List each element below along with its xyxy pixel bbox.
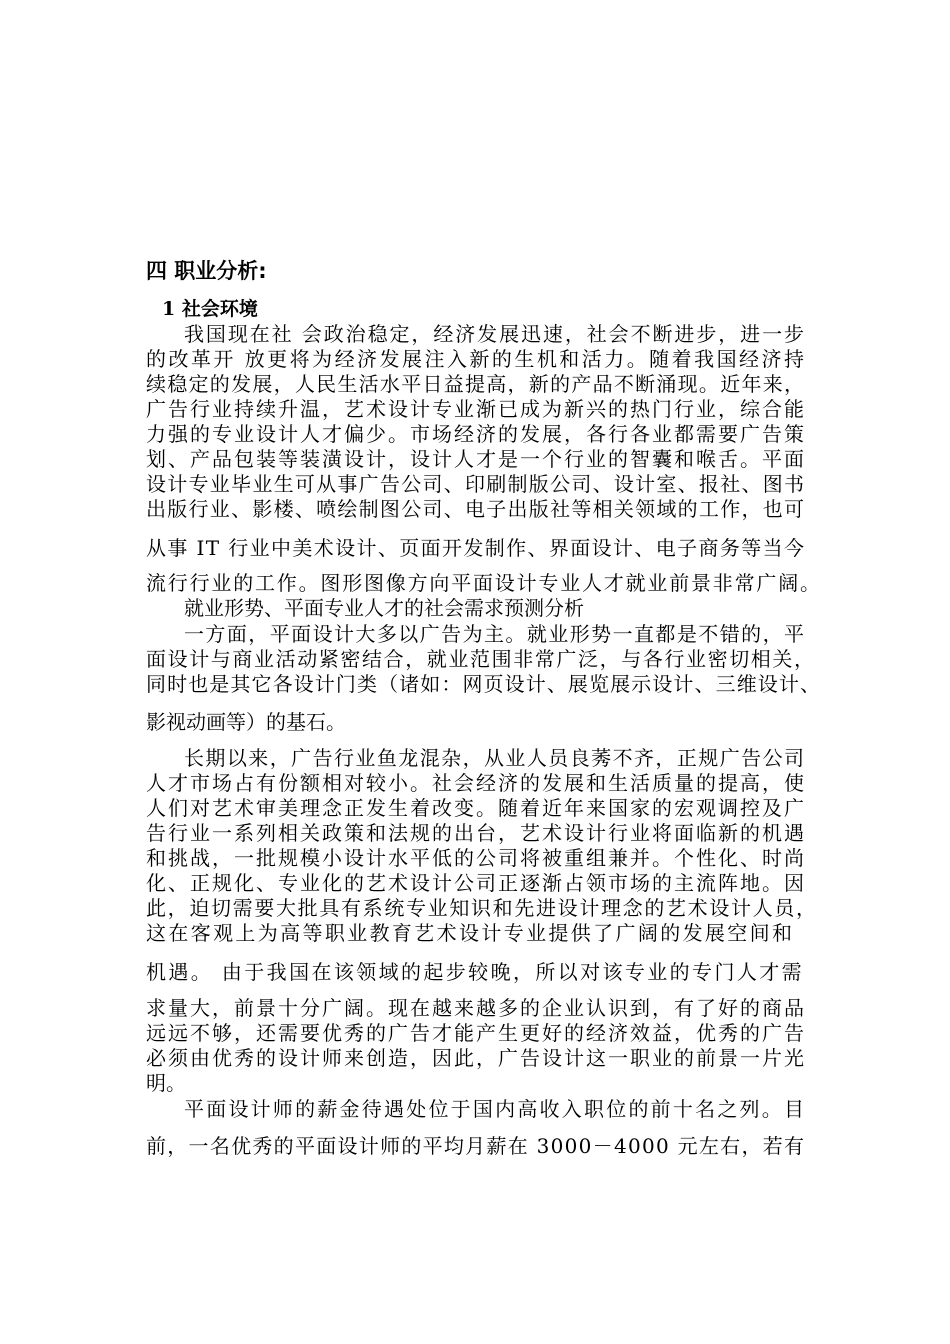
text-line: 告行业一系列相关政策和法规的出台，艺术设计行业将面临新的机遇: [146, 821, 806, 845]
text-line: 人才市场占有份额相对较小。社会经济的发展和生活质量的提高，使: [146, 771, 806, 795]
text-line: 化、正规化、专业化的艺术设计公司正逐渐占领市场的主流阵地。因: [146, 871, 806, 895]
text-line: 广告行业持续升温，艺术设计专业渐已成为新兴的热门行业，综合能: [146, 397, 806, 421]
text-line: 人们对艺术审美理念正发生着改变。随着近年来国家的宏观调控及广: [146, 796, 806, 820]
text-line: 划、产品包装等装潢设计，设计人才是一个行业的智囊和喉舌。平面: [146, 447, 806, 471]
text-line: 前，一名优秀的平面设计师的平均月薪在 3000－4000 元左右，若有: [146, 1134, 806, 1158]
text-line: 从事 IT 行业中美术设计、页面开发制作、界面设计、电子商务等当今: [146, 536, 806, 560]
text-line: 远远不够，还需要优秀的广告才能产生更好的经济效益，优秀的广告: [146, 1021, 806, 1045]
text-line: 求量大，前景十分广阔。现在越来越多的企业认识到，有了好的商品: [146, 996, 806, 1020]
text-line: 面设计与商业活动紧密结合，就业范围非常广泛，与各行业密切相关，: [146, 647, 816, 671]
text-line: 就业形势、平面专业人才的社会需求预测分析: [184, 596, 584, 620]
text-line: 和挑战，一批规模小设计水平低的公司将被重组兼并。个性化、时尚: [146, 846, 806, 870]
section-heading: 四 职业分析:: [146, 259, 267, 283]
text-line: 机遇。 由于我国在该领域的起步较晚，所以对该专业的专门人才需: [146, 960, 804, 984]
text-line: 出版行业、影楼、喷绘制图公司、电子出版社等相关领域的工作，也可: [146, 497, 806, 521]
text-line: 流行行业的工作。图形图像方向平面设计专业人才就业前景非常广阔。: [146, 571, 822, 595]
text-line: 力强的专业设计人才偏少。市场经济的发展，各行各业都需要广告策: [146, 422, 806, 446]
text-line: 明。: [146, 1071, 186, 1095]
text-line: 此，迫切需要大批具有系统专业知识和先进设计理念的艺术设计人员，: [146, 896, 818, 920]
text-line: 长期以来，广告行业鱼龙混杂，从业人员良莠不齐，正规广告公司: [184, 746, 806, 770]
subsection-heading: 1 社会环境: [162, 298, 258, 320]
text-line: 一方面，平面设计大多以广告为主。就业形势一直都是不错的，平: [184, 622, 806, 646]
text-line: 的改革开 放更将为经济发展注入新的生机和活力。随着我国经济持: [146, 347, 807, 371]
text-line: 续稳定的发展，人民生活水平日益提高，新的产品不断涌现。近年来，: [146, 372, 806, 396]
text-line: 影视动画等）的基石。: [146, 710, 346, 734]
text-line: 同时也是其它各设计门类（诸如：网页设计、展览展示设计、三维设计、: [146, 672, 822, 696]
text-line: 这在客观上为高等职业教育艺术设计专业提供了广阔的发展空间和: [146, 921, 795, 945]
text-line: 平面设计师的薪金待遇处位于国内高收入职位的前十名之列。目: [184, 1097, 807, 1121]
text-line: 必须由优秀的设计师来创造，因此，广告设计这一职业的前景一片光: [146, 1046, 806, 1070]
text-line: 设计专业毕业生可从事广告公司、印刷制版公司、设计室、报社、图书: [146, 472, 806, 496]
text-line: 我国现在社 会政治稳定，经济发展迅速，社会不断进步，进一步: [184, 322, 806, 346]
